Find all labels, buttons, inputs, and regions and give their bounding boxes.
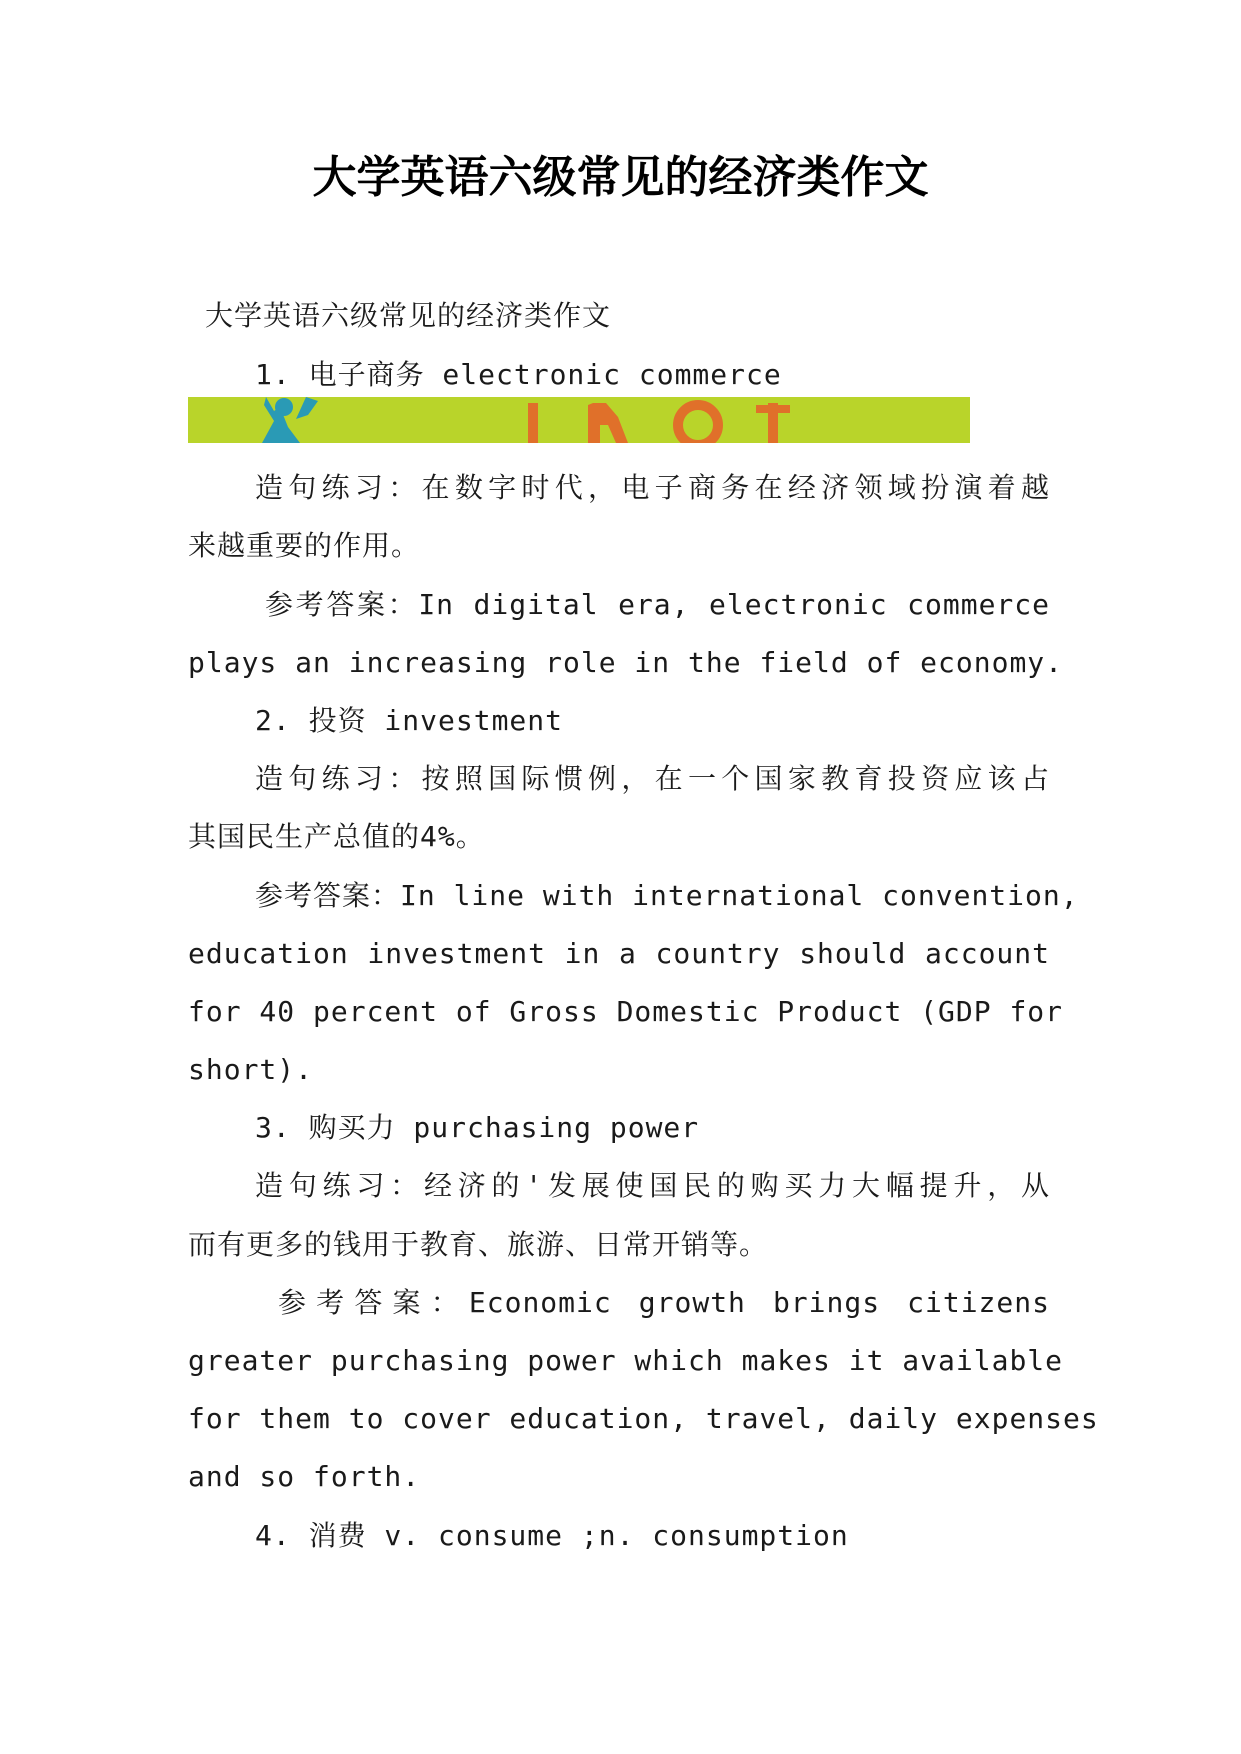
- item-2-heading: 2. 投资 investment: [255, 704, 564, 737]
- item-2-answer-line-3: for 40 percent of Gross Domestic Product (GDP for: [188, 995, 1064, 1028]
- banner-image: [188, 397, 970, 443]
- item-3-answer-line-3: for them to cover education, travel, daily expenses: [188, 1402, 1099, 1435]
- item-2-answer-line-2: education investment in a country should account: [188, 937, 1050, 970]
- item-1-answer-line-2: plays an increasing role in the field of economy.: [188, 646, 1064, 679]
- item-1-heading: 1. 电子商务 electronic commerce: [255, 358, 782, 391]
- item-3-answer-line-1: 参考答案：Economic growth brings citizens: [278, 1286, 1050, 1319]
- item-1-practice-line-2: 来越重要的作用。: [188, 529, 421, 562]
- intro-line: 大学英语六级常见的经济类作文: [205, 299, 612, 332]
- item-3-practice-line-2: 而有更多的钱用于教育、旅游、日常开销等。: [188, 1228, 769, 1261]
- banner-graphic: [188, 397, 970, 443]
- item-2-answer-line-4: short).: [188, 1053, 314, 1086]
- item-3-practice-line-1: 造句练习：经济的'发展使国民的购买力大幅提升，从: [255, 1169, 1050, 1202]
- item-3-answer-line-2: greater purchasing power which makes it available: [188, 1344, 1064, 1377]
- item-2-practice-line-1: 造句练习：按照国际惯例，在一个国家教育投资应该占: [255, 762, 1050, 795]
- item-1-practice-line-1: 造句练习：在数字时代，电子商务在经济领域扮演着越: [255, 471, 1050, 504]
- item-2-practice-line-2: 其国民生产总值的4%。: [188, 820, 485, 853]
- item-2-answer-line-1: 参考答案：In line with international convention,: [255, 879, 1079, 912]
- item-3-heading: 3. 购买力 purchasing power: [255, 1111, 700, 1144]
- item-3-answer-line-4: and so forth.: [188, 1460, 421, 1493]
- item-4-heading: 4. 消费 v. consume ;n. consumption: [255, 1519, 849, 1552]
- item-1-answer-line-1: 参考答案：In digital era, electronic commerce: [265, 588, 1050, 621]
- document-title: 大学英语六级常见的经济类作文: [312, 152, 929, 203]
